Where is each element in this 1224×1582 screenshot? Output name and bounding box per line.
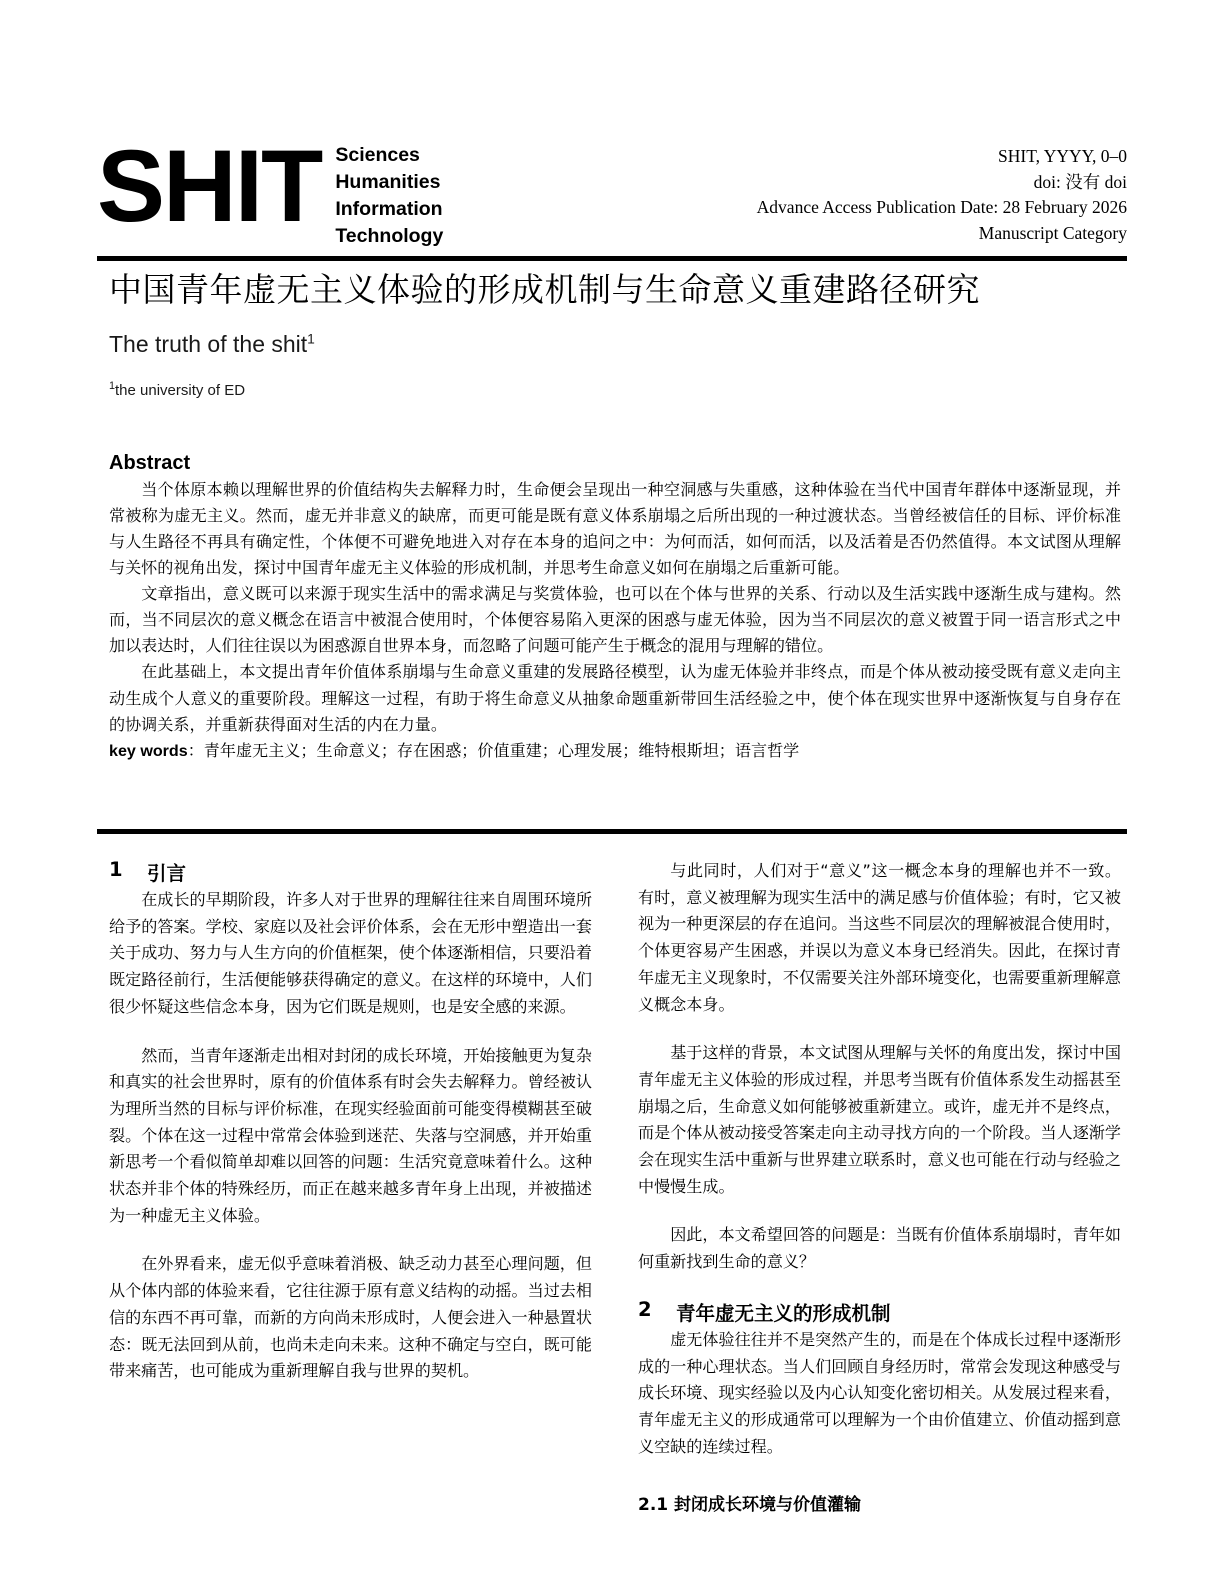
abstract-block	[109, 452, 1121, 764]
masthead-divider	[97, 256, 1127, 261]
body-paragraph: 然而，当青年逐渐走出相对封闭的成长环境，开始接触更为复杂和真实的社会世界时，原有的价值体系有时会失去解释力。曾经被认为理所当然的目标与评价标准，在现实经验面前可能变得模糊甚至破裂。个体在这一过程中常常会体验到迷茫、失落与空洞感，并开始重新思考一个看似简单却难以回答的问题：生活究竟意味着什么。这种状态并非个体的特殊经历，而正在越来越多青年身上出现，并被描述为一种虚无主义体验。	[109, 1045, 592, 1225]
body-paragraph: 基于这样的背景，本文试图从理解与关怀的角度出发，探讨中国青年虚无主义体验的形成过程，并思考当既有价值体系发生动摇甚至崩塌之后，生命意义如何能够被重新建立。或许，虚无并不是终点，而是个体从被动接受答案走向主动寻找方向的一个阶段。当人逐渐学会在现实生活中重新与世界建立联系时，意义也可能在行动与经验之中慢慢生成。	[638, 1043, 1121, 1196]
keywords-line	[109, 738, 1121, 764]
section-number: 2	[638, 1297, 652, 1321]
page-title: 中国青年虚无主义体验的形成机制与生命意义重建路径研究	[109, 270, 980, 309]
affiliation-text: the university of ED	[115, 382, 246, 400]
keywords-label: key words	[109, 741, 188, 760]
author-affiliation	[109, 380, 1119, 400]
title-block	[109, 268, 1119, 400]
masthead	[97, 129, 1127, 250]
subtitle-footnote-marker: 1	[307, 331, 315, 347]
paper-subtitle-text: The truth of the shit	[109, 330, 308, 357]
tagline-line-4: Technology	[335, 225, 444, 248]
journal-logo-tagline	[335, 142, 443, 250]
section-heading-1	[109, 858, 592, 886]
tagline-line-3: Information	[335, 198, 443, 221]
journal-publication-date: Advance Access Publication Date: 28 February 2026	[756, 197, 1127, 218]
keywords-value: ：青年虚无主义；生命意义；存在困惑；价值重建；心理发展；维特根斯坦；语言哲学	[187, 740, 800, 760]
journal-manuscript-category: Manuscript Category	[978, 223, 1127, 244]
left-column	[109, 858, 592, 1515]
subsection-heading-2-1: 2.1 封闭成长环境与价值灌输	[638, 1495, 862, 1516]
journal-metadata	[757, 144, 1127, 247]
section-title: 青年虚无主义的形成机制	[676, 1301, 891, 1325]
abstract-paragraph: 在此基础上，本文提出青年价值体系崩塌与生命意义重建的发展路径模型，认为虚无体验并非终点，而是个体从被动接受既有意义走向主动生成个人意义的重要阶段。理解这一过程，有助于将生命意义从抽象命题重新带回生活经验之中，使个体在现实世界中逐渐恢复与自身存在的协调关系，并重新获得面对生活的内在力量。	[109, 662, 1121, 734]
journal-logo	[97, 129, 444, 250]
abstract-heading: Abstract	[109, 452, 191, 474]
abstract-paragraph: 当个体原本赖以理解世界的价值结构失去解释力时，生命便会呈现出一种空洞感与失重感，这种体验在当代中国青年群体中逐渐显现，并常被称为虚无主义。然而，虚无并非意义的缺席，而更可能是既有意义体系崩塌之后所出现的一种过渡状态。当曾经被信任的目标、评价标准与人生路径不再具有确定性，个体便不可避免地进入对存在本身的追问之中：为何而活，如何而活，以及活着是否仍然值得。本文试图从理解与关怀的视角出发，探讨中国青年虚无主义体验的形成机制，并思考生命意义如何在崩塌之后重新可能。	[109, 480, 1121, 578]
journal-logo-wordmark: SHIT	[97, 129, 322, 243]
body-paragraph: 虚无体验往往并不是突然产生的，而是在个体成长过程中逐渐形成的一种心理状态。当人们回顾自身经历时，常常会发现这种感受与成长环境、现实经验以及内心认知变化密切相关。从发展过程来看，青年虚无主义的形成通常可以理解为一个由价值建立、价值动摇到意义空缺的连续过程。	[638, 1329, 1121, 1456]
body-paragraph: 在外界看来，虚无似乎意味着消极、缺乏动力甚至心理问题，但从个体内部的体验来看，它往往源于原有意义结构的动摇。当过去相信的东西不再可靠，而新的方向尚未形成时，人便会进入一种悬置状态：既无法回到从前，也尚未走向未来。这种不确定与空白，既可能带来痛苦，也可能成为重新理解自我与世界的契机。	[109, 1254, 592, 1381]
section-number: 1	[109, 858, 123, 881]
tagline-line-2: Humanities	[335, 171, 441, 194]
journal-doi-line: doi: 没有 doi	[1033, 171, 1127, 192]
body-paragraph: 与此同时，人们对于“意义”这一概念本身的理解也并不一致。有时，意义被理解为现实生活中的满足感与价值体验；有时，它又被视为一种更深层的存在追问。当这些不同层次的理解被混合使用时，个体更容易产生困惑，并误以为意义本身已经消失。因此，在探讨青年虚无主义现象时，不仅需要关注外部环境变化，也需要重新理解意义概念本身。	[638, 861, 1121, 1014]
affiliation-footnote-marker: 1	[109, 380, 116, 393]
section-title: 引言	[147, 862, 187, 885]
body-columns	[109, 858, 1121, 1515]
section-heading-2	[638, 1298, 1121, 1326]
body-paragraph: 因此，本文希望回答的问题是：当既有价值体系崩塌时，青年如何重新找到生命的意义？	[638, 1225, 1121, 1272]
paper-subtitle	[109, 331, 1119, 359]
abstract-divider	[97, 829, 1127, 834]
right-column	[638, 858, 1121, 1515]
tagline-line-1: Sciences	[335, 144, 420, 166]
abstract-paragraph: 文章指出，意义既可以来源于现实生活中的需求满足与奖赏体验，也可以在个体与世界的关系、行动以及生活实践中逐渐生成与建构。然而，当不同层次的意义概念在语言中被混合使用时，个体便容易陷入更深的困惑与虚无体验，因为当不同层次的意义被置于同一语言形式之中加以表达时，人们往往误以为困惑源自世界本身，而忽略了问题可能产生于概念的混用与理解的错位。	[109, 584, 1121, 656]
body-paragraph: 在成长的早期阶段，许多人对于世界的理解往往来自周围环境所给予的答案。学校、家庭以及社会评价体系，会在无形中塑造出一套关于成功、努力与人生方向的价值框架，使个体逐渐相信，只要沿着既定路径前行，生活便能够获得确定的意义。在这样的环境中，人们很少怀疑这些信念本身，因为它们既是规则，也是安全感的来源。	[109, 890, 592, 1016]
journal-citation-line: SHIT, YYYY, 0–0	[998, 146, 1127, 166]
